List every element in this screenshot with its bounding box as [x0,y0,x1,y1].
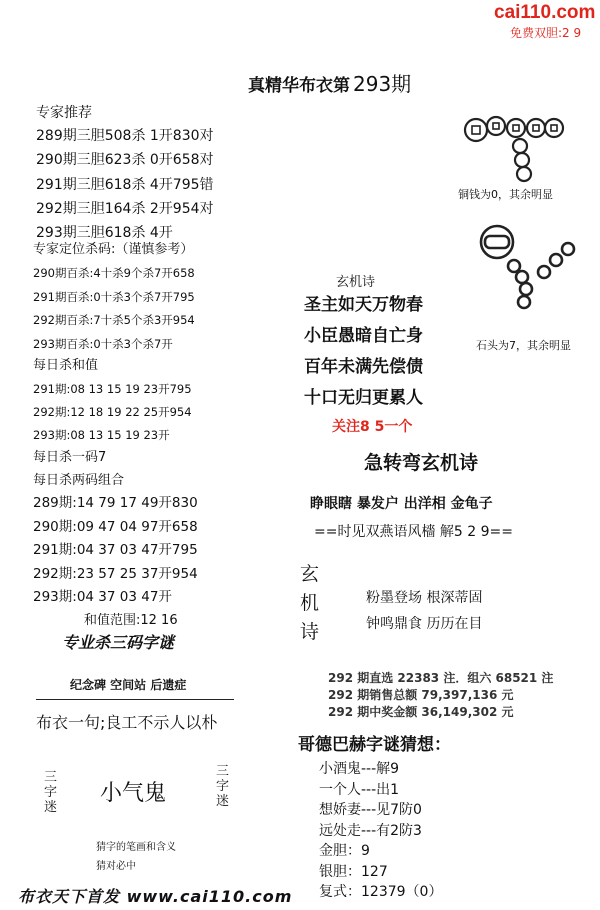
one-sentence: 布衣一句;良工不示人以朴 [36,713,218,732]
results-list [328,670,553,721]
sum-kill-line: 292期:12 18 19 22 25开954 [33,405,192,419]
coins-image [452,90,582,185]
position-kill-line: 290期百杀:4十杀9个杀7开658 [33,266,195,280]
two-code-line: 290期:09 47 04 97开658 [33,518,198,535]
footer-banner: 布衣天下首发 www.cai110.com [18,887,293,906]
mystic-poem-lines [304,290,423,414]
expert-line: 293期三胆618杀 4开 [36,225,173,242]
turn-poem-line-2: ==时见双燕语风檣 解5 2 9== [314,524,513,540]
mystic-poem-title: 玄机诗 [336,275,376,290]
expert-list [36,124,214,245]
coin-icon [513,139,527,153]
xuan-ji-shi-vertical [300,560,319,647]
position-kill-line: 293期百杀:0十杀3个杀7开 [33,336,173,351]
riddle-hint-1: 猜字的笔画和含义 [96,842,176,853]
stone-icon [562,243,574,255]
stone-icon [516,271,528,283]
xuan-ji-shi-line-2: 钟鸣鼎食 历历在目 [366,616,483,632]
stones-caption: 石头为7，其余明显 [476,339,571,352]
stone-icon [508,260,520,272]
coin-icon [515,153,529,167]
two-code-title: 每日杀两码组合 [33,473,125,488]
two-code-line: 291期:04 37 03 47开795 [33,542,198,558]
goldbach-line: 金胆：9 [319,843,370,859]
mystic-poem-line: 百年未满先偿债 [304,357,423,377]
main-title [248,68,411,97]
stone-icon [538,266,550,278]
vertical-char: 诗 [300,621,320,643]
sum-kill-line: 291期:08 13 15 19 23开795 [33,382,192,396]
mystic-poem-line: 圣主如天万物春 [304,295,423,315]
mystic-poem-line: 十口无归更累人 [304,388,423,408]
stone-icon [518,296,530,308]
xuan-ji-shi-line-1: 粉墨登场 根深蒂固 [366,590,483,606]
vertical-char: 机 [300,592,320,614]
coins-caption: 铜钱为0，其余明显 [458,188,553,201]
goldbach-line: 一个人---出1 [319,781,400,798]
goldbach-line: 复式：12379（0） [319,884,443,900]
position-kill-line: 292期百杀:7十杀5个杀3开954 [33,313,195,327]
mystic-poem-line: 小臣愚暗自亡身 [304,326,423,346]
two-code-line: 292期:23 57 25 37开954 [33,565,198,582]
follow-label: 关注8 5一个 [332,419,413,435]
riddle-center: 小气鬼 [100,781,167,806]
coin-icon [527,119,545,137]
kill-one-code: 每日杀一码7 [33,450,107,465]
stone-icon [520,283,532,295]
stone-icon [481,226,513,258]
coin-icon [487,117,505,135]
stones-image [470,222,582,322]
pro-kill-title: 专业杀三码字谜 [62,633,175,652]
expert-line: 289期三胆508杀 1开830对 [36,128,214,144]
riddle-right: 三字迷 [216,764,230,809]
vertical-char: 玄 [300,563,320,585]
result-line: 292 期直选 22383 注．组六 68521 注 [328,671,554,685]
two-code-list [33,492,198,610]
memorial-line: 纪念碑 空间站 后遗症 [70,678,187,692]
turn-poem-title: 急转弯玄机诗 [364,452,479,474]
goldbach-line: 小酒鬼---解9 [319,761,400,777]
expert-title: 专家推荐 [36,105,92,121]
expert-line: 290期三胆623杀 0开658对 [36,152,214,169]
sum-kill-title: 每日杀和值 [33,358,99,373]
main-title-issue: 293期 [353,72,412,96]
turn-poem-line-1: 睁眼瞎 暴发户 出洋相 金龟子 [310,496,493,512]
riddle-hint-2: 猜对必中 [96,861,136,872]
sum-range: 和值范围:12 16 [84,613,178,628]
coin-icon [507,119,525,137]
expert-line: 291期三胆618杀 4开795错 [36,176,214,193]
goldbach-list [319,759,442,903]
goldbach-line: 想娇妻---见7防0 [319,802,422,818]
two-code-line: 293期:04 37 03 47开 [33,589,172,605]
coin-icon [545,119,563,137]
goldbach-line: 远处走---有2防3 [319,822,422,839]
result-line: 292 期销售总额 79,397,136 元 [328,688,514,702]
position-kill-list [33,262,195,356]
riddle-left: 三字迷 [44,770,58,815]
main-title-text: 真精华布衣第 [248,76,350,96]
stone-icon [550,254,562,266]
position-kill-line: 291期百杀:0十杀3个杀7开795 [33,289,195,304]
result-line: 292 期中奖金额 36,149,302 元 [328,705,514,719]
coin-icon [517,167,531,181]
position-kill-title: 专家定位杀码:（谨慎参考） [33,242,194,257]
free-double-label: 免费双胆:2 9 [510,26,582,40]
sum-kill-list [33,378,192,447]
two-code-line: 289期:14 79 17 49开830 [33,495,198,511]
coin-icon [465,119,487,141]
goldbach-title: 哥德巴赫字谜猜想： [298,735,451,755]
expert-line: 292期三胆164杀 2开954对 [36,200,214,217]
sum-kill-line: 293期:08 13 15 19 23开 [33,428,170,442]
goldbach-line: 银胆：127 [319,863,388,880]
divider [36,699,234,700]
site-logo[interactable]: cai110.com [494,2,596,23]
